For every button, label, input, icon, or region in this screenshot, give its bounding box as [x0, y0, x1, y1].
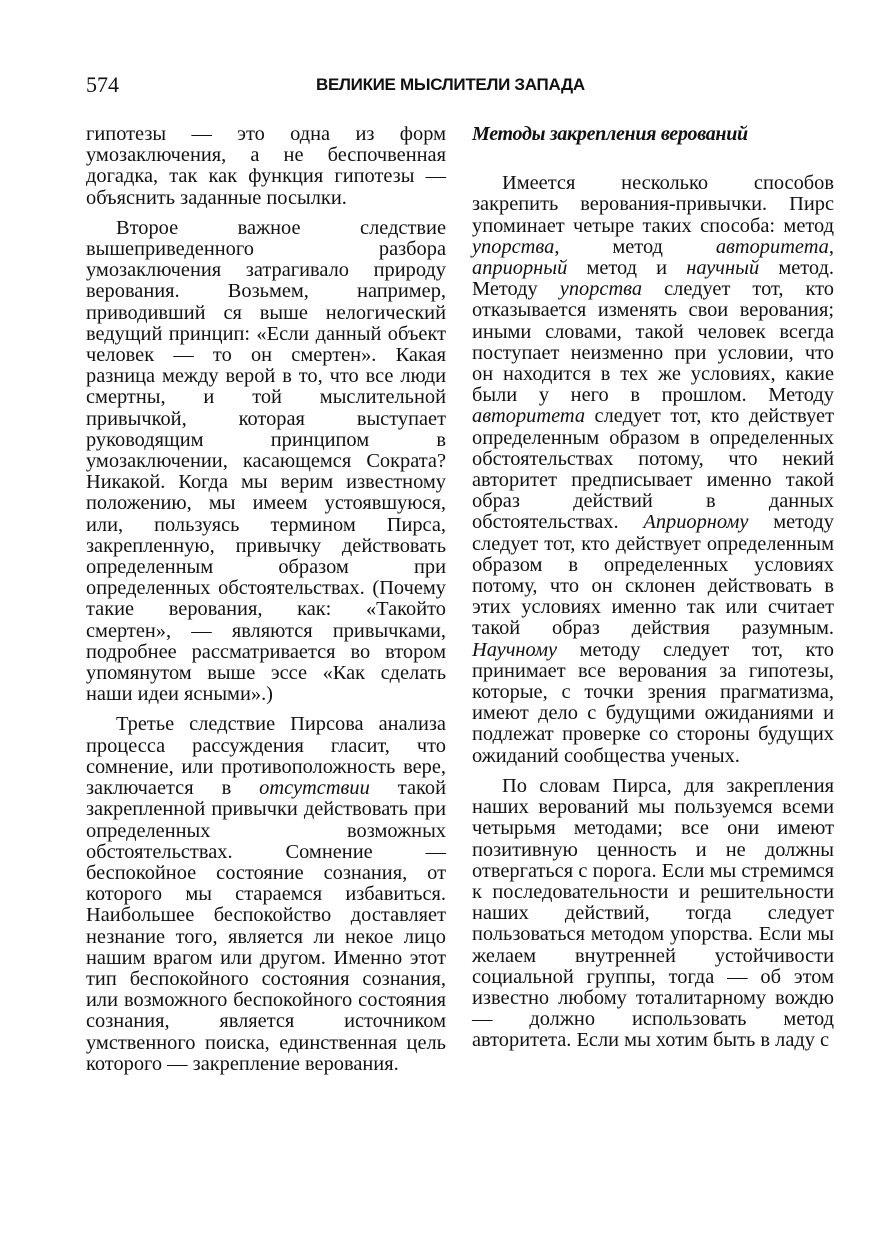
- text-run: Третье следствие Пирсова анализа процесса рассуждения гласит, что сомнение, или противоположность вере, заключается в: [86, 713, 446, 800]
- emphasis-text: авторитета: [715, 235, 829, 258]
- left-column: [86, 124, 446, 1075]
- text-run: следует тот, кто отказывается изменять свои верования; иными словами, такой человек всегда поступает неизменно при условии, что он находится в тех же условиях, какие были у него в прошлом. Методу: [472, 278, 834, 407]
- page-header: [86, 72, 826, 102]
- text-run: методу следует тот, кто действует определенным образом в определенных условиях потому, что он склонен действовать в этих условиях именно так или считает такой образ действия разумным.: [472, 511, 834, 640]
- emphasis-text: научный: [686, 257, 760, 280]
- text-run: , метод: [554, 235, 716, 258]
- paragraph-second-consequence: Второе важное следствие вышеприведенного разбора умозаключения затрагивало природу верования. Возьмем, например, приводивший ся выше нелогический ведущий принцип: «Если данный объект человек — то он смертен». Какая разница между верой в то, что все люди смертны, и той мыслительной привычкой, которая выступает руководящим принципом в умозаключении, касающемся Сократа? Никакой. Когда мы верим известному положению, мы имеем устоявшуюся, или, пользуясь термином Пирса, закрепленную, привычку действовать определенным образом при определенных обстоятельствах. (Почему такие верования, как: «Такойто смертен», — являются привычками, подробнее рассматривается во втором упомянутом выше эссе «Как сделать наши идеи ясными».): [86, 216, 446, 706]
- emphasis-text: отсутствии: [259, 777, 370, 800]
- paragraph-peirce-methods: По словам Пирса, для закрепления наших верований мы пользуемся всеми четырьмя методами; все они имеют позитивную ценность и не должны отвергаться с порога. Если мы стремимся к последовательности и решительности наших действий, тогда следует пользоваться методом упорства. Если мы желаем внутренней устойчивости социальной группы, тогда — об этом известно любому тоталитарному вождю — должно использовать метод авторитета. Если мы хотим быть в ладу с: [472, 774, 834, 1052]
- paragraph-third-consequence: [86, 714, 446, 1074]
- text-run: Имеется несколько способов закрепить верования-привычки. Пирс упоминает четыре таких способа: метод: [472, 172, 834, 237]
- emphasis-text: упорства: [472, 235, 555, 258]
- emphasis-text: авторитета: [472, 405, 586, 428]
- page-number: 574: [86, 72, 119, 97]
- running-title: ВЕЛИКИЕ МЫСЛИТЕЛИ ЗАПАДА: [316, 75, 585, 94]
- emphasis-text: априорный: [472, 257, 568, 280]
- emphasis-text: упорства: [559, 278, 643, 301]
- text-run: ,: [828, 235, 834, 258]
- section-heading: Методы закрепления верований: [472, 123, 748, 145]
- emphasis-text: Априорному: [643, 511, 749, 534]
- text-run: такой закрепленной привычки действовать при определенных возможных обстоятельствах. Сомнение — беспокойное состояние сознания, от которого мы стараемся избавиться. Наибольшее беспокойство доставляет незнание того, является ли некое лицо нашим врагом или другом. Именно этот тип беспокойного состояния сознания, или возможного беспокойного состояния сознания, является источником умственного поиска, единственная цель которого — закрепление верования.: [86, 777, 446, 1075]
- paragraph-continuation: гипотезы — это одна из форм умозаключения, а не беспочвенная догадка, так как функция гипотезы — объяснить заданные посылки.: [86, 123, 446, 209]
- text-run: методу следует тот, кто принимает все верования за гипотезы, которые, с точки зрения прагматизма, имеют дело с будущими ожиданиями и подлежат проверке со стороны будущих ожиданий сообщества ученых.: [472, 638, 834, 767]
- text-run: метод и: [567, 257, 687, 280]
- right-column: [472, 124, 834, 1052]
- text-run: метод. Методу: [472, 257, 834, 301]
- emphasis-text: Научному: [472, 638, 558, 661]
- text-run: следует тот, кто действует определенным образом в определенных обстоятельствах потому, что некий авторитет предписывает именно такой образ действий в данных обстоятельствах.: [472, 405, 834, 534]
- paragraph-methods: [472, 173, 834, 767]
